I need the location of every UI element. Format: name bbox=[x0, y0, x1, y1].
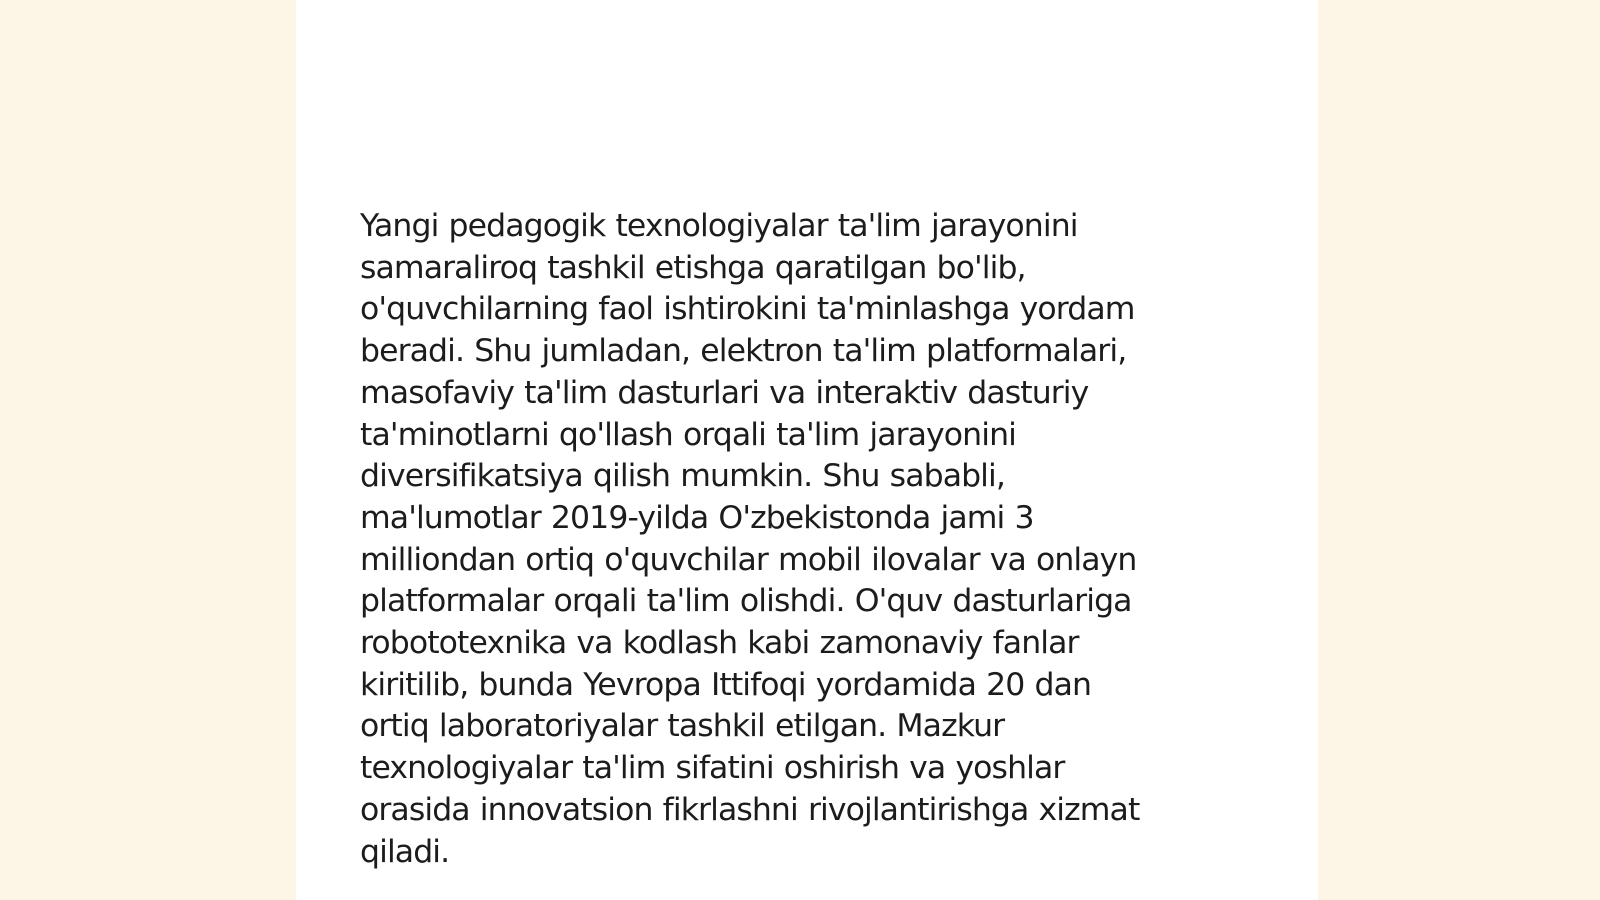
paragraph-line-4: beradi. Shu jumladan, elektron ta'lim platformalari, bbox=[360, 333, 1127, 370]
paragraph-line-14: texnologiyalar ta'lim sifatini oshirish va yoshlar bbox=[360, 750, 1065, 787]
paragraph-line-9: milliondan ortiq o'quvchilar mobil ilovalar va onlayn bbox=[360, 541, 1137, 578]
paragraph-line-15: orasida innovatsion fikrlashni rivojlantirishga xizmat bbox=[360, 791, 1140, 828]
body-paragraph bbox=[360, 206, 1260, 873]
paragraph-line-16: qiladi. bbox=[360, 833, 450, 870]
paragraph-line-3: o'quvchilarning faol ishtirokini ta'minlashga yordam bbox=[360, 291, 1135, 328]
document-page bbox=[296, 0, 1318, 900]
paragraph-line-10: platformalar orqali ta'lim olishdi. O'quv dasturlariga bbox=[360, 583, 1132, 620]
paragraph-line-13: ortiq laboratoriyalar tashkil etilgan. Mazkur bbox=[360, 708, 1005, 745]
paragraph-line-5: masofaviy ta'lim dasturlari va interaktiv dasturiy bbox=[360, 374, 1089, 411]
paragraph-line-11: robototexnika va kodlash kabi zamonaviy fanlar bbox=[360, 625, 1079, 662]
paragraph-line-8: ma'lumotlar 2019-yilda O'zbekistonda jami 3 bbox=[360, 499, 1034, 536]
paragraph-line-1: Yangi pedagogik texnologiyalar ta'lim jarayonini bbox=[360, 208, 1078, 244]
paragraph-line-6: ta'minotlarni qo'llash orqali ta'lim jarayonini bbox=[360, 416, 1016, 453]
paragraph-line-2: samaraliroq tashkil etishga qaratilgan bo'lib, bbox=[360, 249, 1026, 286]
paragraph-line-7: diversifikatsiya qilish mumkin. Shu sababli, bbox=[360, 458, 1006, 495]
paragraph-line-12: kiritilib, bunda Yevropa Ittifoqi yordamida 20 dan bbox=[360, 666, 1092, 703]
